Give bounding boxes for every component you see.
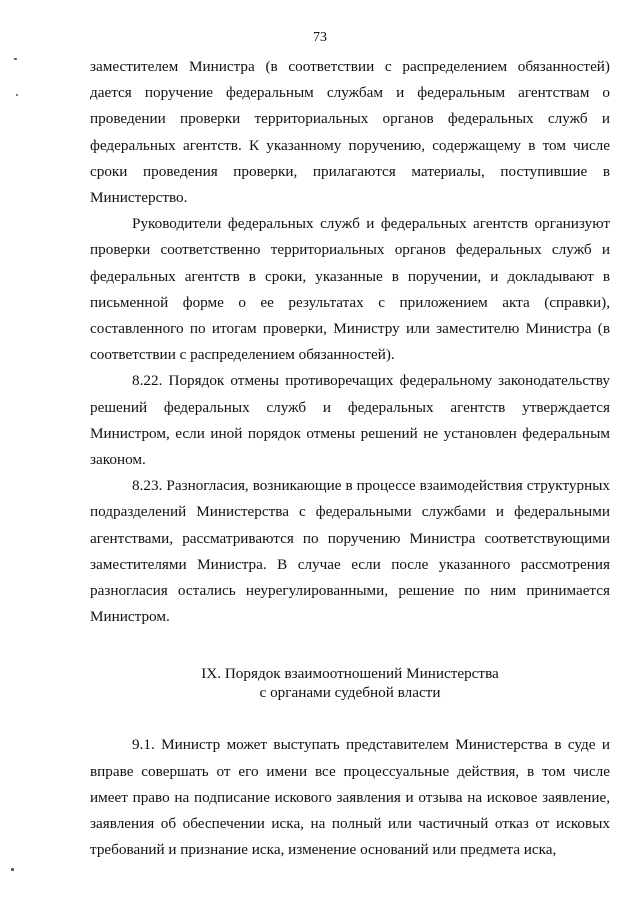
section-heading-line-2: с органами судебной власти xyxy=(259,684,441,702)
scan-speck xyxy=(16,94,18,96)
section-heading-ix xyxy=(90,664,610,702)
scan-speck xyxy=(11,868,14,871)
paragraph-heads-of-services: Руководители федеральных служб и федеральных агентств организуют проверки соответственно территориальных органов федеральных служб и федеральных агентств в сроки, указанные в поручении, и докладывают в письменной форме о ее результатах с приложением акта (справки), составленного по итогам проверки, Министру или заместителю Министра (в соответствии с распределением обязанностей). xyxy=(90,215,610,364)
scan-speck xyxy=(14,58,17,60)
page-number: 73 xyxy=(313,30,327,45)
paragraph-8-23: 8.23. Разногласия, возникающие в процессе взаимодействия структурных подразделений Министерства с федеральными службами и федеральными агентствами, рассматриваются по поручению Министра соответствующими заместителями Министра. В случае если после указанного рассмотрения разногласия остались неурегулированными, решение по ним принимается Министром. xyxy=(90,477,610,626)
paragraph-8-22: 8.22. Порядок отмены противоречащих федеральному законодательству решений федеральных служб и федеральных агентств утверждается Министром, если иной порядок отмены решений не установлен федеральным законом. xyxy=(90,372,610,469)
document-body xyxy=(90,54,610,863)
section-heading-line-1: IX. Порядок взаимоотношений Министерства xyxy=(201,665,499,683)
paragraph-continuation: заместителем Министра (в соответствии с распределением обязанностей) дается поручение федеральным службам и федеральным агентствам о проведении проверки территориальных органов федеральных служб и федеральных агентств. К указанному поручению, содержащему в том числе сроки проведения проверки, прилагаются материалы, поступившие в Министерство. xyxy=(90,58,610,207)
paragraph-9-1: 9.1. Министр может выступать представителем Министерства в суде и вправе совершать от его имени все процессуальные действия, в том числе имеет право на подписание искового заявления и отзыва на исковое заявление, заявления об обеспечении иска, на полный или частичный отказ от исковых требований и признание иска, изменение оснований или предмета иска, xyxy=(90,736,610,859)
